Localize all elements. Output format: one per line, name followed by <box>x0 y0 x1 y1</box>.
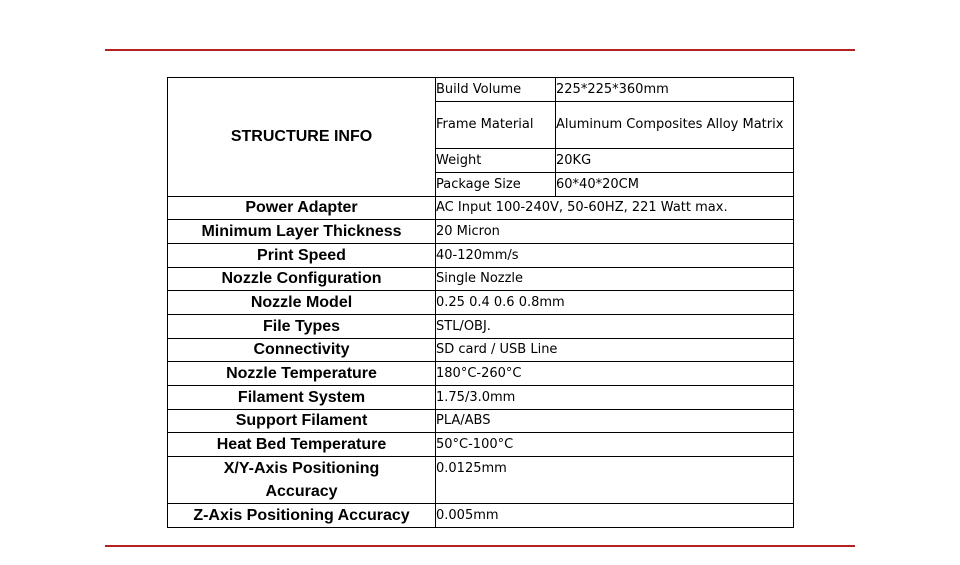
table-row <box>168 78 794 102</box>
table-row <box>168 339 794 362</box>
nozzle-configuration-label: Nozzle Configuration <box>168 268 436 291</box>
xy-axis-accuracy-label: X/Y-Axis Positioning Accuracy <box>168 457 436 504</box>
table-row <box>168 220 794 244</box>
file-types-label: File Types <box>168 315 436 339</box>
table-row <box>168 244 794 268</box>
nozzle-temperature-label: Nozzle Temperature <box>168 362 436 386</box>
weight-value: 20KG <box>556 149 794 173</box>
nozzle-model-label: Nozzle Model <box>168 291 436 315</box>
file-types-value: STL/OBJ. <box>436 315 794 339</box>
table-row <box>168 433 794 457</box>
filament-system-value: 1.75/3.0mm <box>436 386 794 410</box>
frame-material-value: Aluminum Composites Alloy Matrix <box>556 102 794 149</box>
table-row <box>168 197 794 220</box>
heat-bed-temperature-label: Heat Bed Temperature <box>168 433 436 457</box>
table-row <box>168 291 794 315</box>
support-filament-value: PLA/ABS <box>436 410 794 433</box>
bottom-divider <box>105 545 855 547</box>
package-size-value: 60*40*20CM <box>556 173 794 197</box>
weight-label: Weight <box>436 149 556 173</box>
package-size-label: Package Size <box>436 173 556 197</box>
min-layer-thickness-value: 20 Micron <box>436 220 794 244</box>
min-layer-thickness-label: Minimum Layer Thickness <box>168 220 436 244</box>
nozzle-temperature-value: 180°C-260°C <box>436 362 794 386</box>
table-row <box>168 410 794 433</box>
top-divider <box>105 49 855 51</box>
build-volume-value: 225*225*360mm <box>556 78 794 102</box>
table-row <box>168 504 794 528</box>
connectivity-label: Connectivity <box>168 339 436 362</box>
xy-axis-accuracy-value: 0.0125mm <box>436 457 794 504</box>
connectivity-value: SD card / USB Line <box>436 339 794 362</box>
support-filament-label: Support Filament <box>168 410 436 433</box>
table-row <box>168 362 794 386</box>
print-speed-value: 40-120mm/s <box>436 244 794 268</box>
z-axis-accuracy-value: 0.005mm <box>436 504 794 528</box>
print-speed-label: Print Speed <box>168 244 436 268</box>
filament-system-label: Filament System <box>168 386 436 410</box>
power-adapter-value: AC Input 100-240V, 50-60HZ, 221 Watt max. <box>436 197 794 220</box>
table-row <box>168 268 794 291</box>
z-axis-accuracy-label: Z-Axis Positioning Accuracy <box>168 504 436 528</box>
nozzle-configuration-value: Single Nozzle <box>436 268 794 291</box>
heat-bed-temperature-value: 50°C-100°C <box>436 433 794 457</box>
spec-table <box>167 77 794 528</box>
table-row <box>168 315 794 339</box>
table-row <box>168 457 794 504</box>
build-volume-label: Build Volume <box>436 78 556 102</box>
nozzle-model-value: 0.25 0.4 0.6 0.8mm <box>436 291 794 315</box>
frame-material-label: Frame Material <box>436 102 556 149</box>
table-row <box>168 386 794 410</box>
structure-info-heading: STRUCTURE INFO <box>168 78 436 197</box>
power-adapter-label: Power Adapter <box>168 197 436 220</box>
